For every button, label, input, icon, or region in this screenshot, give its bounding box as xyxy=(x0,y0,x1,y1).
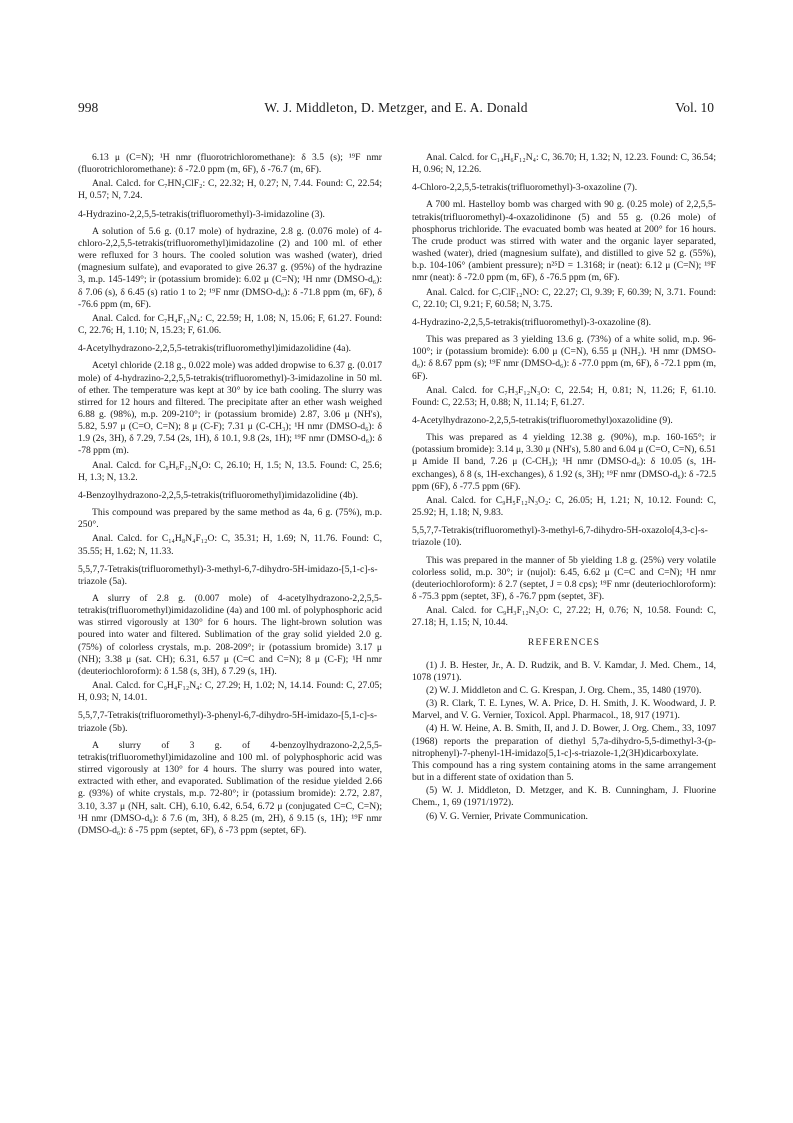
body-paragraph: 6.13 μ (C=N); ¹H nmr (fluorotrichloromethane): δ 3.5 (s); ¹⁹F nmr (fluorotrichloromethane): δ -72.0 ppm (m, 6F), δ -76.7 (m, 6F). xyxy=(78,152,382,176)
analysis-paragraph: Anal. Calcd. for C₉H₆F₁₂N₄O: C, 26.10; H, 1.5; N, 13.5. Found: C, 25.6; H, 1.3; N, 13.2. xyxy=(78,459,382,483)
section-heading: 4-Hydrazino-2,2,5,5-tetrakis(trifluoromethyl)-3-imidazoline (3). xyxy=(78,208,325,220)
reference-entry: (5) W. J. Middleton, D. Metzger, and K. B. Cunningham, J. Fluorine Chem., 1, 69 (1971/1972). xyxy=(412,785,716,809)
reference-entry: (3) R. Clark, T. E. Lynes, W. A. Price, D. H. Smith, J. K. Woodward, J. P. Marvel, and V. G. Vernier, Toxicol. Appl. Pharmacol., 18, 917 (1971). xyxy=(412,698,716,722)
volume-label: Vol. 10 xyxy=(675,100,714,115)
section-heading: 5,5,7,7-Tetrakis(trifluoromethyl)-3-methyl-6,7-dihydro-5H-oxazolo[4,3-c]-s-triazole (10). xyxy=(412,525,708,549)
body-paragraph: This was prepared as 3 yielding 13.6 g. (73%) of a white solid, m.p. 96-100°; ir (potassium bromide): 6.00 μ (C=N), 6.55 μ (NH₂). ¹H nmr (DMSO-d₆): δ 8.67 ppm (s); ¹⁹F nmr (DMSO-d₆): δ -77.0 ppm (m, 6F), δ -72.1 ppm (m, 6F). xyxy=(412,334,716,382)
analysis-paragraph: Anal. Calcd. for C₇HN₂ClF₂: C, 22.32; H, 0.27; N, 7.44. Found: C, 22.54; H, 0.57; N, 7.24. xyxy=(78,178,382,202)
section-heading: 5,5,7,7-Tetrakis(trifluoromethyl)-3-phenyl-6,7-dihydro-5H-imidazo-[5,1-c]-s-triazole (5b). xyxy=(78,710,378,734)
section-heading: 4-Chloro-2,2,5,5-tetrakis(trifluoromethyl)-3-oxazoline (7). xyxy=(412,182,638,194)
running-title: W. J. Middleton, D. Metzger, and E. A. Donald xyxy=(264,100,528,115)
analysis-paragraph: Anal. Calcd. for C₇H₄F₁₂N₄: C, 22.59; H, 1.08; N, 15.06; F, 61.27. Found: C, 22.76; H, 1.10; N, 15.23; F, 61.06. xyxy=(78,312,382,337)
running-header xyxy=(78,100,714,118)
body-paragraph: This was prepared in the manner of 5b yielding 1.8 g. (25%) very volatile colorless solid, m.p. 30°; ir (nujol): 6.45, 6.62 μ (C=C and C=N); ¹H nmr (deuteriochloroform): δ 2.7 (septet, J = 0.8 cps); ¹⁹F nmr (deuteriochloroform): δ -75.3 ppm (septet, 3F), δ -76.7 ppm (septet, 3F). xyxy=(412,554,716,602)
analysis-paragraph: Anal. Calcd. for C₇H₃F₁₂N₃O: C, 22.54; H, 0.81; N, 11.26; F, 61.10. Found: C, 22.53; H, 0.88; N, 11.14; F, 61.27. xyxy=(412,384,716,408)
body-paragraph: This compound was prepared by the same method as 4a, 6 g. (75%), m.p. 250°. xyxy=(78,507,382,531)
analysis-paragraph: Anal. Calcd. for C₉H₄F₁₂N₄: C, 27.29; H, 1.02; N, 14.14. Found: C, 27.05; H, 0.93; N, 14.01. xyxy=(78,680,382,704)
section-heading: 4-Hydrazino-2,2,5,5-tetrakis(trifluoromethyl)-3-oxazoline (8). xyxy=(412,316,651,328)
section-heading: 4-Benzoylhydrazono-2,2,5,5-tetrakis(trifluoromethyl)imidazolidine (4b). xyxy=(78,489,359,501)
analysis-paragraph: Anal. Calcd. for C₉H₅F₁₂N₃O₂: C, 26.05; H, 1.21; N, 10.12. Found: C, 25.92; H, 1.18; N, 9.83. xyxy=(412,494,716,519)
page-number: 998 xyxy=(78,100,99,115)
reference-entry: (4) H. W. Heine, A. B. Smith, II, and J. D. Bower, J. Org. Chem., 33, 1097 (1968) reports the preparation of diethyl 5,7a-dihydro-5,5-dimethyl-3-(p-nitrophenyl)-7-phenyl-1H-imidazo[5,1-c]-s-triazole-1,2(3H)dicarboxylate. This compound has a ring system containing atoms in the same arrangement but in a different state of oxidation than 5. xyxy=(412,723,716,784)
right-column xyxy=(412,152,716,824)
analysis-paragraph: Anal. Calcd. for C₉H₃F₁₂N₃O: C, 27.22; H, 0.76; N, 10.58. Found: C, 27.18; H, 1.15; N, 10.44. xyxy=(412,605,716,629)
body-paragraph: This was prepared as 4 yielding 12.38 g. (90%), m.p. 160-165°; ir (potassium bromide): 3.14 μ, 3.30 μ (NH's), 5.80 and 6.04 μ (C=O, C=N), 6.51 μ Amide II band, 7.26 μ (C-CH₃); ¹H nmr (DMSO-d₆): δ 10.05 (s, 1H-exchanges), δ 8 (s, 1H-exchanges), δ 1.92 (s, 3H); ¹⁹F nmr (DMSO-d₆): δ -72.5 ppm (6F), δ -77.5 ppm (6F). xyxy=(412,432,716,492)
analysis-paragraph: Anal. Calcd. for C₁₄H₈N₄F₁₂O: C, 35.31; H, 1.69; N, 11.76. Found: C, 35.55; H, 1.62; N, 11.33. xyxy=(78,533,382,557)
reference-entry: (6) V. G. Vernier, Private Communication. xyxy=(426,810,588,822)
section-heading: 5,5,7,7-Tetrakis(trifluoromethyl)-3-methyl-6,7-dihydro-5H-imidazo-[5,1-c]-s-triazole (5a). xyxy=(78,563,378,587)
left-column xyxy=(78,152,382,839)
body-paragraph: Acetyl chloride (2.18 g., 0.022 mole) was added dropwise to 6.37 g. (0.017 mole) of 4-hydrazino-2,2,5,5-tetrakis(trifluoromethyl)-3-imidazoline in 50 ml. of ether. The temperature was kept at 30° by ice bath cooling. The slurry was stirred for 12 hours and filtered. The precipitate after an ether wash weighed 6.88 g. (98%), m.p. 209-210°; ir (potassium bromide) 2.87, 3.06 μ (NH's), 5.82, 5.97 μ (C=O, C=N); 8 μ (C-F); 7.31 μ (C-CH₃); ¹H nmr (DMSO-d₆): δ 1.9 (2s, 3H), δ 7.29, 7.54 (2s, 1H), δ 10.1, 9.8 (2s, 1H); ¹⁹F nmr (DMSO-d₆): δ -78 ppm (m). xyxy=(78,360,382,457)
analysis-paragraph: Anal. Calcd. for C₁₄H₆F₁₂N₄: C, 36.70; H, 1.32; N, 12.23. Found: C, 36.54; H, 0.96; N, 12.26. xyxy=(412,152,716,176)
reference-entry: (2) W. J. Middleton and C. G. Krespan, J. Org. Chem., 35, 1480 (1970). xyxy=(426,684,702,696)
reference-entry: (1) J. B. Hester, Jr., A. D. Rudzik, and B. V. Kamdar, J. Med. Chem., 14, 1078 (1971). xyxy=(412,659,716,683)
body-paragraph: A solution of 5.6 g. (0.17 mole) of hydrazine, 2.8 g. (0.076 mole) of 4-chloro-2,2,5,5-tetrakis(trifluoromethyl)imidazoline (2) and 100 ml. of ether were refluxed for 3 hours. The cooled solution was washed (water), dried (magnesium sulfate), and evaporated to give 26.37 g. (95%) of the hydrazine 3, m.p. 145-149°; ir (potassium bromide): 6.02 μ (C=N); ¹H nmr (DMSO-d₆): δ 7.06 (s), δ 6.45 (s) ratio 1 to 2; ¹⁹F nmr (DMSO-d₆): δ -71.8 ppm (m, 6F), δ -76.6 ppm (m, 6F). xyxy=(78,225,382,310)
body-paragraph: A 700 ml. Hastelloy bomb was charged with 90 g. (0.25 mole) of 2,2,5,5-tetrakis(trifluoromethyl)-4-oxazolidinone (5) and 55 g. (0.26 mole) of phosphorus trichloride. The evacuated bomb was heated at 200° for 16 hours. The crude product was stirred with water and the organic layer separated, washed (water), dried (magnesium sulfate), and distilled to give 52 g. (55%), b.p. 104-106° (ambient pressure); n²⁵D = 1.3168; ir (neat): 6.12 μ (C=N); ¹⁹F nmr (neat): δ -72.0 ppm (m, 6F), δ -76.5 ppm (m, 6F). xyxy=(412,199,716,284)
section-heading: 4-Acetylhydrazono-2,2,5,5-tetrakis(trifluoromethyl)oxazolidine (9). xyxy=(412,414,673,426)
section-heading: 4-Acetylhydrazono-2,2,5,5-tetrakis(trifluoromethyl)imidazolidine (4a). xyxy=(78,343,352,355)
body-paragraph: A slurry of 2.8 g. (0.007 mole) of 4-acetylhydrazono-2,2,5,5-tetrakis(trifluoromethyl)imidazolidine (4a) and 100 ml. of polyphosphoric acid was stirred vigorously at 130° for 6 hours. The light-brown solution was poured into water and filtered. Sublimation of the gray solid yielded 2.0 g. (75%) of colorless crystals, m.p. 208-209°; ir (potassium bromide) 3.17 μ (NH); 3.38 μ (sat. CH); 6.31, 6.57 μ (C=C and C=N); 8 μ (C-F); ¹H nmr (deuteriochloroform): δ 1.58 (s, 3H), δ 7.29 (s, 1H). xyxy=(78,593,382,677)
body-paragraph: A slurry of 3 g. of 4-benzoylhydrazono-2,2,5,5-tetrakis(trifluoromethyl)imidazoline and 100 ml. of polyphosphoric acid was stirred vigorously at 130° for 4 hours. The slurry was poured into water, extracted with ether, and evaporated. Sublimation of the residue yielded 2.66 g. (93%) of white crystals, m.p. 72-80°; ir (potassium bromide): 2.72, 2.87, 3.10, 3.37 μ (NH, salt. CH), 6.10, 6.42, 6.54, 6.72 μ (conjugated C=C, C=N); ¹H nmr (DMSO-d₆): δ 7.6 (m, 3H), δ 8.25 (m, 2H), δ 9.15 (s, 1H); ¹⁹F nmr (DMSO-d₆): δ -75 ppm (septet, 6F), δ -73 ppm (septet, 6F). xyxy=(78,739,382,836)
references-heading: REFERENCES xyxy=(527,637,601,649)
analysis-paragraph: Anal. Calcd. for C₇ClF₁₂NO: C, 22.27; Cl, 9.39; F, 60.39; N, 3.71. Found: C, 22.10; Cl, 9.21; F, 60.58; N, 3.75. xyxy=(412,286,716,310)
